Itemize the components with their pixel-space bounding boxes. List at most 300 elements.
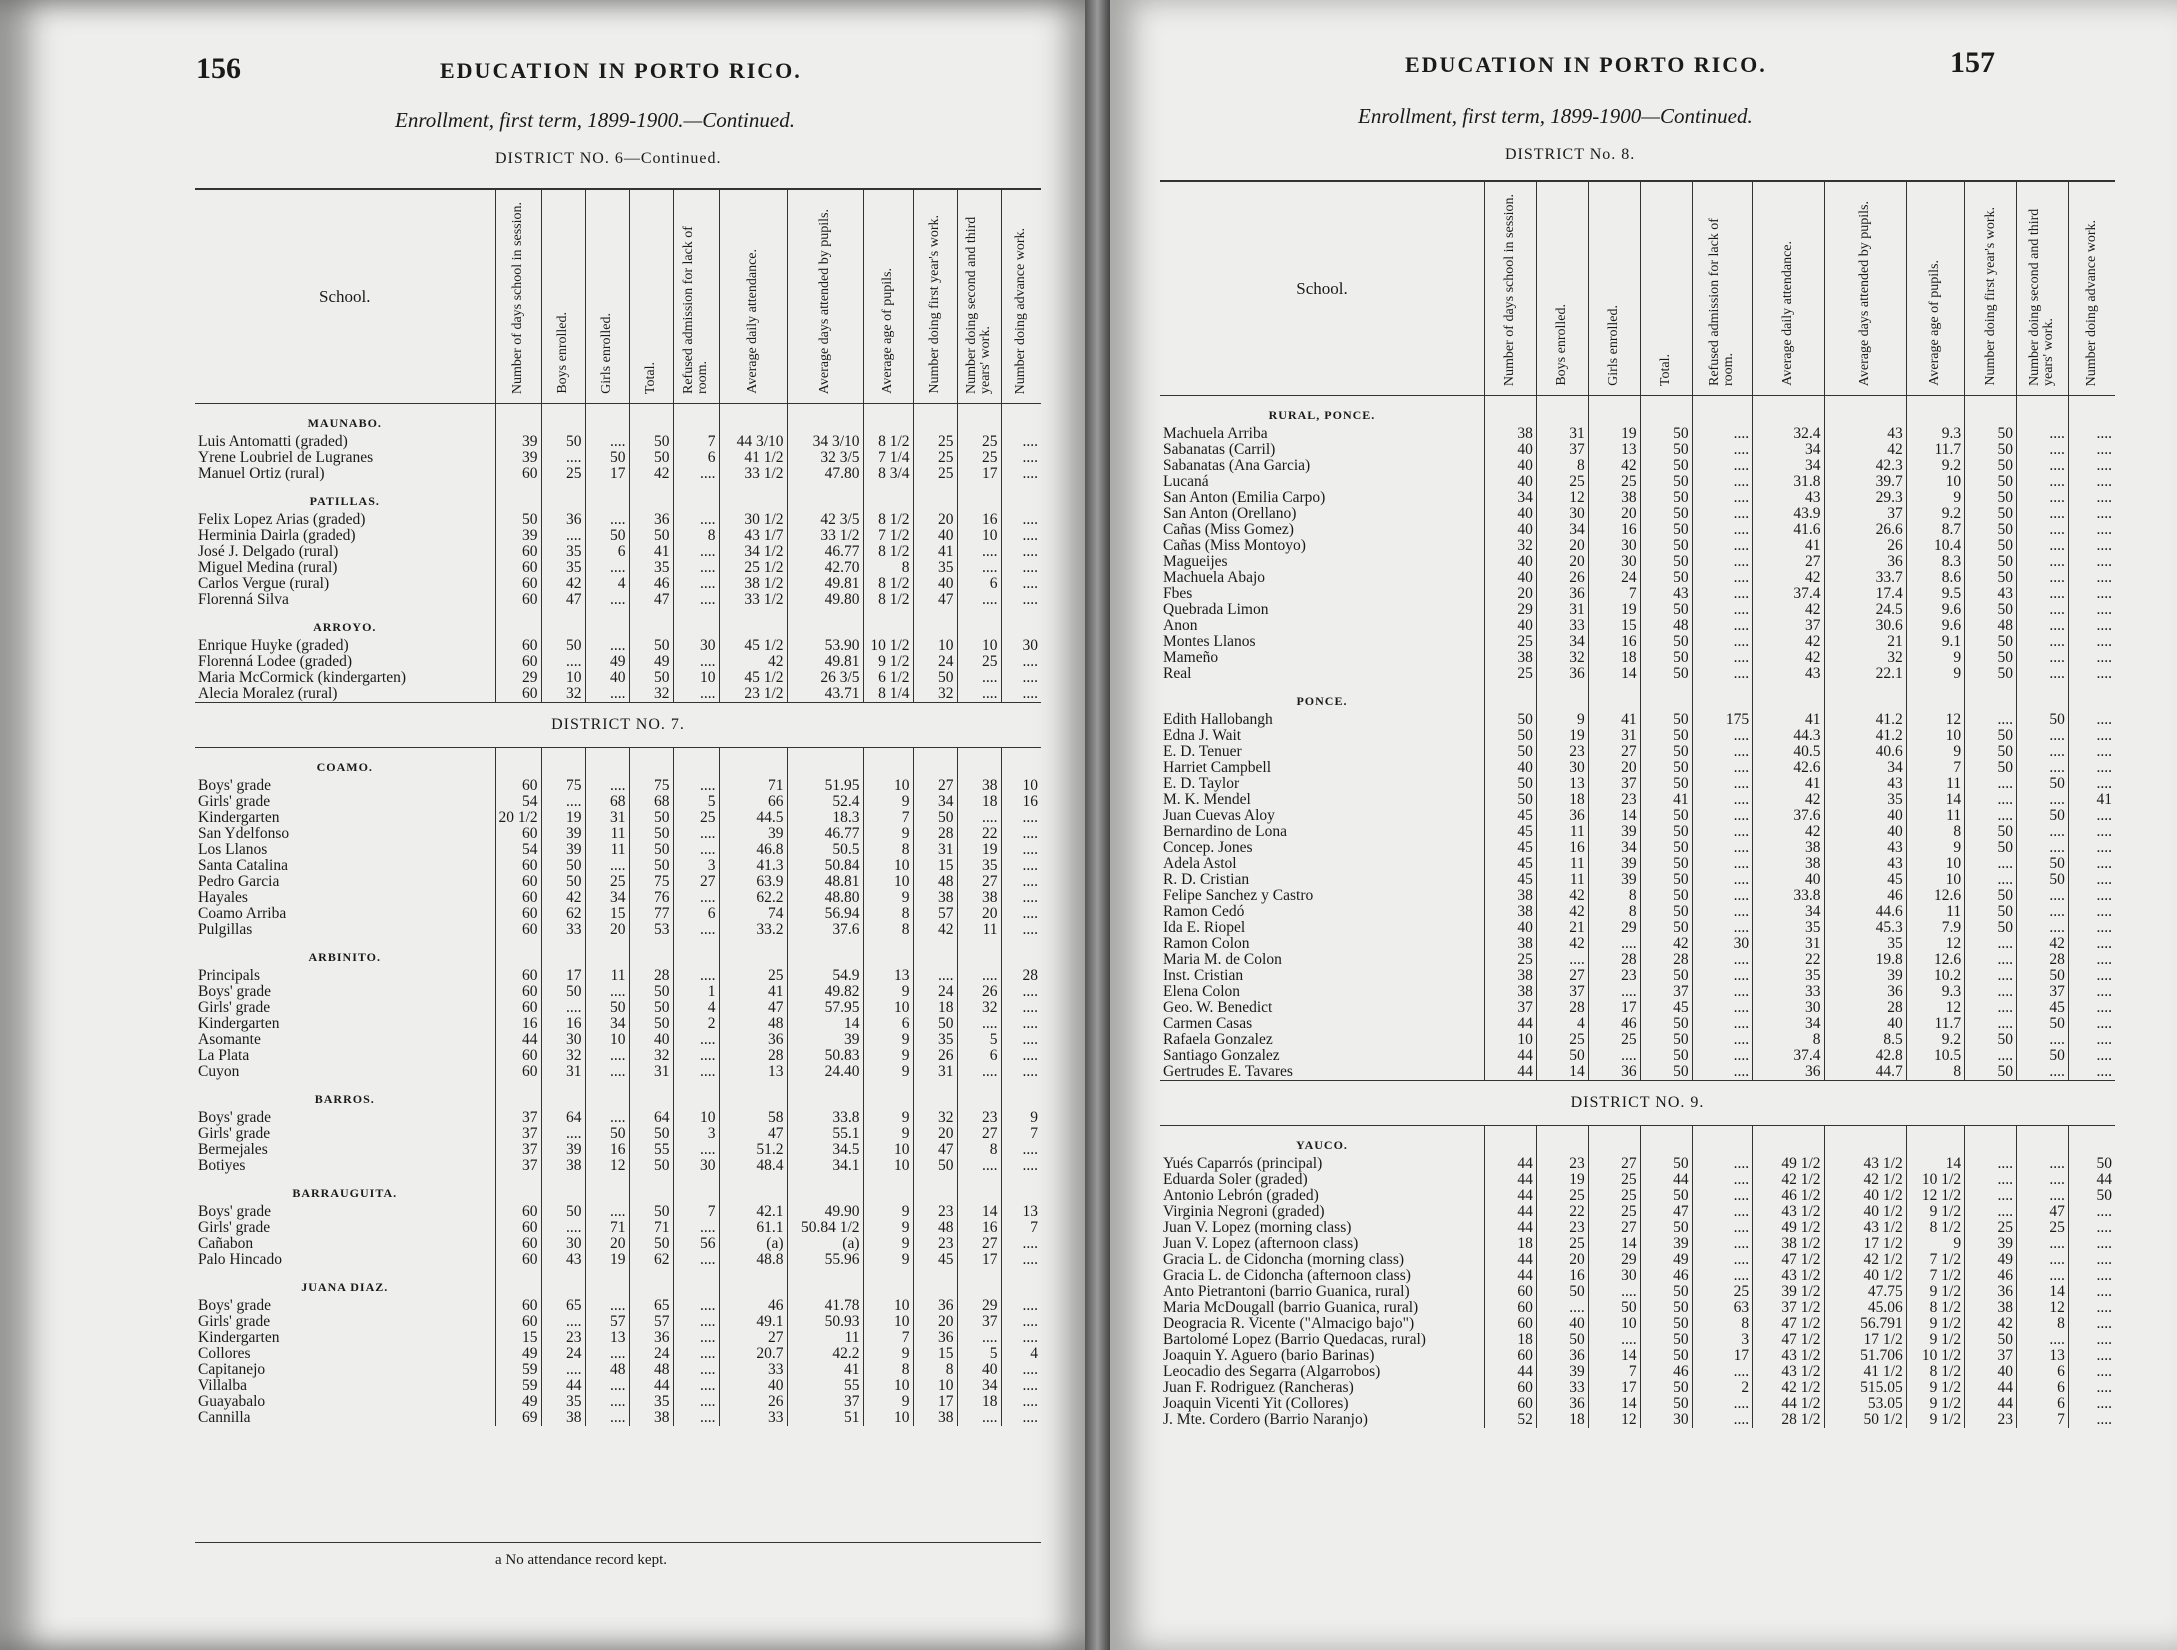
section-heading-row	[1160, 396, 2115, 427]
empty-cell	[787, 1080, 863, 1110]
empty-cell	[719, 608, 787, 638]
value-cell: 65	[541, 1298, 585, 1314]
value-cell: ....	[1001, 1158, 1041, 1174]
value-cell: 22	[1536, 1204, 1588, 1220]
value-cell: ....	[1692, 1252, 1753, 1268]
value-cell: 7	[863, 1330, 913, 1346]
value-cell: ....	[1692, 1236, 1753, 1252]
value-cell: 9	[863, 1032, 913, 1048]
column-header-school: School.	[195, 189, 495, 404]
value-cell: 33	[1536, 618, 1588, 634]
table-row	[1160, 984, 2115, 1000]
value-cell: 6	[673, 906, 719, 922]
district-heading: DISTRICT No. 8.	[1505, 146, 1636, 163]
empty-cell	[1001, 404, 1041, 435]
value-cell: 23	[913, 1236, 957, 1252]
value-cell: 50	[541, 638, 585, 654]
value-cell: 44	[1484, 1188, 1536, 1204]
value-cell: ....	[1001, 1142, 1041, 1158]
value-cell: ....	[1692, 522, 1753, 538]
table-row	[1160, 506, 2115, 522]
table-row	[195, 1110, 1041, 1126]
value-cell: 29	[495, 670, 541, 686]
table-row	[1160, 1156, 2115, 1172]
value-cell: ....	[1001, 528, 1041, 544]
value-cell: 40	[1753, 872, 1824, 888]
value-cell: 65	[629, 1298, 673, 1314]
value-cell: 8	[2017, 1316, 2069, 1332]
empty-cell	[863, 1174, 913, 1204]
value-cell: ....	[673, 1330, 719, 1346]
value-cell: 50	[913, 1158, 957, 1174]
value-cell: 33	[1536, 1380, 1588, 1396]
table-row	[195, 826, 1041, 842]
empty-cell	[1965, 396, 2017, 427]
school-name-cell: Montes Llanos	[1163, 634, 1256, 650]
school-name-cell: Machuela Abajo	[1163, 570, 1266, 586]
value-cell: 38	[957, 778, 1001, 794]
value-cell: 41.3	[719, 858, 787, 874]
table-row	[195, 1142, 1041, 1158]
value-cell: 60	[1484, 1316, 1536, 1332]
table-row	[195, 874, 1041, 890]
value-cell: 50	[1640, 490, 1692, 506]
value-cell: 48.8	[719, 1252, 787, 1268]
value-cell: 54	[495, 794, 541, 810]
value-cell: 60	[495, 1220, 541, 1236]
value-cell: 50	[1640, 1064, 1692, 1081]
value-cell: 28	[1536, 1000, 1588, 1016]
value-cell: 38	[1484, 426, 1536, 442]
value-cell: 43.71	[787, 686, 863, 703]
school-name-cell: José J. Delgado (rural)	[198, 544, 339, 560]
value-cell: 9	[863, 1252, 913, 1268]
value-cell: 8	[863, 560, 913, 576]
value-cell: 38	[957, 890, 1001, 906]
school-name-cell: San Anton (Orellano)	[1163, 506, 1297, 522]
value-cell: 8	[1906, 1064, 1964, 1081]
column-header	[719, 189, 787, 404]
value-cell: ....	[1692, 618, 1753, 634]
value-cell: 46.77	[787, 544, 863, 560]
value-cell: 17	[913, 1394, 957, 1410]
value-cell: 50	[1965, 666, 2017, 682]
value-cell: 10	[863, 1314, 913, 1330]
value-cell: 50	[2017, 968, 2069, 984]
value-cell: 20	[585, 1236, 629, 1252]
table-row	[195, 794, 1041, 810]
empty-cell	[1753, 396, 1824, 427]
value-cell: 50	[1965, 728, 2017, 744]
value-cell: 50	[1640, 1348, 1692, 1364]
value-cell: ....	[2017, 728, 2069, 744]
school-name-cell: Girls' grade	[198, 1220, 271, 1236]
value-cell: 10	[863, 1298, 913, 1314]
column-header-label: Number of days school in session.	[1502, 193, 1518, 386]
column-header-label: Number doing second and third years' work.	[2027, 208, 2057, 386]
table-row	[1160, 744, 2115, 760]
value-cell: ....	[541, 528, 585, 544]
empty-cell	[1001, 938, 1041, 968]
value-cell: ....	[1965, 776, 2017, 792]
table-row	[195, 1394, 1041, 1410]
value-cell: 32	[913, 686, 957, 703]
value-cell: 9.2	[1906, 506, 1964, 522]
value-cell: ....	[585, 592, 629, 608]
value-cell: 50	[585, 450, 629, 466]
value-cell: ....	[2068, 442, 2115, 458]
value-cell: 38	[1753, 840, 1824, 856]
value-cell: 42	[1965, 1316, 2017, 1332]
section-heading: BARROS.	[314, 1092, 375, 1106]
value-cell: 25	[1588, 474, 1640, 490]
column-header	[1965, 181, 2017, 396]
value-cell: 7	[673, 1204, 719, 1220]
table-row	[195, 1252, 1041, 1268]
value-cell: 13	[2017, 1348, 2069, 1364]
value-cell: 10	[913, 1378, 957, 1394]
value-cell: 8	[1906, 824, 1964, 840]
empty-cell	[719, 1268, 787, 1298]
table-row	[195, 778, 1041, 794]
value-cell: 47	[2017, 1204, 2069, 1220]
value-cell: 30 1/2	[719, 512, 787, 528]
school-name-cell: Coamo Arriba	[198, 906, 287, 922]
value-cell: 40	[1484, 522, 1536, 538]
value-cell: ....	[1692, 570, 1753, 586]
value-cell: ....	[2068, 888, 2115, 904]
value-cell: 9	[863, 984, 913, 1000]
value-cell: 40.6	[1824, 744, 1906, 760]
value-cell: 30	[1640, 1412, 1692, 1428]
value-cell: ....	[2068, 1396, 2115, 1412]
value-cell: ....	[1965, 936, 2017, 952]
value-cell: ....	[1692, 824, 1753, 840]
column-header	[863, 189, 913, 404]
empty-cell	[1588, 682, 1640, 712]
value-cell: ....	[1692, 1032, 1753, 1048]
value-cell: 10	[913, 638, 957, 654]
value-cell: 50	[2017, 712, 2069, 728]
empty-cell	[863, 482, 913, 512]
column-header	[1906, 181, 1964, 396]
value-cell: 48	[1965, 618, 2017, 634]
value-cell: 7 1/4	[863, 450, 913, 466]
section-heading-row	[195, 938, 1041, 968]
value-cell: 28	[913, 826, 957, 842]
value-cell: 36	[1824, 554, 1906, 570]
empty-cell	[541, 1080, 585, 1110]
value-cell: 8 1/2	[863, 512, 913, 528]
value-cell: 50	[1640, 840, 1692, 856]
value-cell: 32 3/5	[787, 450, 863, 466]
value-cell: 4	[1536, 1016, 1588, 1032]
table-row	[1160, 618, 2115, 634]
value-cell: 50	[1484, 712, 1536, 728]
table-row	[1160, 968, 2115, 984]
empty-cell	[541, 1174, 585, 1204]
value-cell: ....	[2068, 1412, 2115, 1428]
value-cell: ....	[2017, 1236, 2069, 1252]
value-cell: 34	[1536, 522, 1588, 538]
table-row	[195, 922, 1041, 938]
value-cell: 20	[1588, 760, 1640, 776]
empty-cell	[863, 748, 913, 779]
value-cell: ....	[2068, 1284, 2115, 1300]
value-cell: 47	[629, 592, 673, 608]
value-cell: ....	[585, 1204, 629, 1220]
value-cell: 47.75	[1824, 1284, 1906, 1300]
value-cell: 42 1/2	[1753, 1172, 1824, 1188]
empty-cell	[1906, 682, 1964, 712]
value-cell: ....	[1692, 538, 1753, 554]
value-cell: 36	[1536, 666, 1588, 682]
table-row	[1160, 1204, 2115, 1220]
value-cell: 36	[1965, 1284, 2017, 1300]
school-name-cell: Sabanatas (Ana Garcia)	[1163, 458, 1311, 474]
value-cell: ....	[1692, 602, 1753, 618]
value-cell: 35	[1824, 936, 1906, 952]
value-cell: ....	[673, 654, 719, 670]
value-cell: 19	[1536, 728, 1588, 744]
value-cell: ....	[957, 1016, 1001, 1032]
value-cell: 10.4	[1906, 538, 1964, 554]
value-cell: 60	[495, 466, 541, 482]
value-cell: 17	[1692, 1348, 1753, 1364]
value-cell: 12	[1536, 490, 1588, 506]
value-cell: 17	[957, 1252, 1001, 1268]
value-cell: 10	[863, 1378, 913, 1394]
value-cell: ....	[2017, 570, 2069, 586]
value-cell: 60	[495, 576, 541, 592]
school-name-cell: Gertrudes E. Tavares	[1163, 1064, 1293, 1080]
empty-cell	[957, 482, 1001, 512]
value-cell: 17	[1588, 1380, 1640, 1396]
school-name-cell: Deogracia R. Vicente ("Almacigo bajo")	[1163, 1316, 1415, 1332]
value-cell: 6	[2017, 1380, 2069, 1396]
value-cell: 10	[863, 1000, 913, 1016]
empty-cell	[629, 1080, 673, 1110]
value-cell: 8 1/2	[863, 544, 913, 560]
empty-cell	[863, 404, 913, 435]
table-row	[1160, 554, 2115, 570]
empty-cell	[1536, 1126, 1588, 1157]
value-cell: 44	[1484, 1364, 1536, 1380]
value-cell: 25	[1588, 1032, 1640, 1048]
school-name-cell: Carlos Vergue (rural)	[198, 576, 330, 592]
section-heading: COAMO.	[316, 760, 373, 774]
value-cell: 41 1/2	[1824, 1364, 1906, 1380]
value-cell: ....	[957, 544, 1001, 560]
value-cell: ....	[1001, 560, 1041, 576]
value-cell: 42	[1753, 824, 1824, 840]
value-cell: 40	[1824, 808, 1906, 824]
value-cell: 34	[1824, 760, 1906, 776]
value-cell: ....	[673, 1346, 719, 1362]
value-cell: 35	[1824, 792, 1906, 808]
value-cell: ....	[1588, 1332, 1640, 1348]
value-cell: 50	[1965, 1032, 2017, 1048]
value-cell: ....	[2068, 1332, 2115, 1348]
school-name-cell: Yrene Loubriel de Lugranes	[198, 450, 374, 466]
value-cell: ....	[1965, 808, 2017, 824]
value-cell: ....	[585, 1378, 629, 1394]
value-cell: 18	[913, 1000, 957, 1016]
table-row	[195, 1314, 1041, 1330]
column-header	[541, 189, 585, 404]
value-cell: 41	[629, 544, 673, 560]
value-cell: 26.6	[1824, 522, 1906, 538]
value-cell: ....	[1001, 842, 1041, 858]
value-cell: 9.3	[1906, 426, 1964, 442]
value-cell: 45	[2017, 1000, 2069, 1016]
value-cell: 46	[1640, 1364, 1692, 1380]
empty-cell	[673, 938, 719, 968]
value-cell: 25	[913, 434, 957, 450]
empty-cell	[1536, 396, 1588, 427]
value-cell: 61.1	[719, 1220, 787, 1236]
value-cell: ....	[541, 1126, 585, 1142]
value-cell: ....	[1965, 1048, 2017, 1064]
value-cell: 66	[719, 794, 787, 810]
value-cell: 27	[719, 1330, 787, 1346]
value-cell: 50	[1640, 1380, 1692, 1396]
value-cell: ....	[1001, 654, 1041, 670]
value-cell: 9	[863, 1064, 913, 1080]
value-cell: 17	[541, 968, 585, 984]
value-cell: 57	[913, 906, 957, 922]
value-cell: 25	[957, 434, 1001, 450]
school-name-cell: Enrique Huyke (graded)	[198, 638, 349, 654]
value-cell: 63	[1692, 1300, 1753, 1316]
value-cell: 17	[1588, 1000, 1640, 1016]
value-cell: ....	[1692, 968, 1753, 984]
value-cell: ....	[541, 1362, 585, 1378]
empty-cell	[585, 1268, 629, 1298]
value-cell: 49.81	[787, 576, 863, 592]
table-row	[1160, 1316, 2115, 1332]
value-cell: 44	[1484, 1252, 1536, 1268]
table-row	[1160, 856, 2115, 872]
value-cell: 18	[957, 1394, 1001, 1410]
value-cell: 50	[1965, 426, 2017, 442]
value-cell: 50	[629, 1126, 673, 1142]
value-cell: 60	[495, 654, 541, 670]
value-cell: 36	[1536, 586, 1588, 602]
value-cell: 20	[1536, 554, 1588, 570]
value-cell: 50.84 1/2	[787, 1220, 863, 1236]
value-cell: 12.6	[1906, 952, 1964, 968]
value-cell: 41	[2068, 792, 2115, 808]
value-cell: 36	[1588, 1064, 1640, 1081]
value-cell: 57.95	[787, 1000, 863, 1016]
page-number: 157	[1950, 46, 1995, 79]
value-cell: 50	[913, 670, 957, 686]
value-cell: 10	[1484, 1032, 1536, 1048]
value-cell: ....	[2017, 426, 2069, 442]
district-heading: DISTRICT NO. 6—Continued.	[495, 150, 722, 167]
value-cell: ....	[585, 1394, 629, 1410]
value-cell: 45.3	[1824, 920, 1906, 936]
value-cell: 44	[1484, 1048, 1536, 1064]
value-cell: 6	[957, 1048, 1001, 1064]
value-cell: ....	[2017, 490, 2069, 506]
value-cell: 50.84	[787, 858, 863, 874]
value-cell: 42.70	[787, 560, 863, 576]
value-cell: 33	[719, 1410, 787, 1426]
school-name-cell: Sabanatas (Carril)	[1163, 442, 1276, 458]
value-cell: ....	[673, 544, 719, 560]
value-cell: 50	[1965, 506, 2017, 522]
table-row	[195, 592, 1041, 608]
value-cell: 15	[1588, 618, 1640, 634]
school-name-cell: Gracia L. de Cidoncha (afternoon class)	[1163, 1268, 1411, 1284]
value-cell: 44	[629, 1378, 673, 1394]
value-cell: ....	[1692, 554, 1753, 570]
value-cell: ....	[1001, 1314, 1041, 1330]
table-row	[1160, 538, 2115, 554]
value-cell: 37.4	[1753, 1048, 1824, 1064]
value-cell: 28	[629, 968, 673, 984]
value-cell: 19	[1536, 1172, 1588, 1188]
school-name-cell: Villalba	[198, 1378, 247, 1394]
value-cell: 39	[719, 826, 787, 842]
value-cell: ....	[1001, 1048, 1041, 1064]
value-cell: ....	[1001, 1064, 1041, 1080]
value-cell: 51	[787, 1410, 863, 1426]
value-cell: 36	[1753, 1064, 1824, 1081]
table-row	[195, 466, 1041, 482]
value-cell: ....	[2068, 426, 2115, 442]
value-cell: 45 1/2	[719, 638, 787, 654]
empty-cell	[863, 1080, 913, 1110]
value-cell: 71	[719, 778, 787, 794]
value-cell: ....	[1692, 776, 1753, 792]
value-cell: ....	[1965, 1156, 2017, 1172]
school-name-cell: Boys' grade	[198, 1204, 271, 1220]
value-cell: 50	[1965, 824, 2017, 840]
value-cell: 42.2	[787, 1346, 863, 1362]
school-name-cell: Felix Lopez Arias (graded)	[198, 512, 366, 528]
school-name-cell: Adela Astol	[1163, 856, 1237, 872]
value-cell: 30	[1588, 538, 1640, 554]
value-cell: 11	[1536, 824, 1588, 840]
school-name-cell: Fbes	[1163, 586, 1193, 602]
value-cell: 12	[1906, 936, 1964, 952]
value-cell: 42	[1753, 792, 1824, 808]
value-cell: 10	[863, 778, 913, 794]
value-cell: 26	[957, 984, 1001, 1000]
value-cell: 44 3/10	[719, 434, 787, 450]
value-cell: 44	[541, 1378, 585, 1394]
value-cell: 19.8	[1824, 952, 1906, 968]
value-cell: 19	[1588, 426, 1640, 442]
value-cell: ....	[957, 686, 1001, 703]
column-header	[2068, 181, 2115, 396]
table-row	[1160, 1284, 2115, 1300]
school-name-cell: Mameño	[1163, 650, 1219, 666]
value-cell: 30	[541, 1236, 585, 1252]
value-cell: 50	[1484, 728, 1536, 744]
value-cell: ....	[1001, 1330, 1041, 1346]
empty-cell	[495, 404, 541, 435]
table-row	[1160, 808, 2115, 824]
value-cell: ....	[2068, 920, 2115, 936]
empty-cell	[585, 404, 629, 435]
value-cell: 22	[957, 826, 1001, 842]
value-cell: 32	[541, 686, 585, 703]
value-cell: 6	[957, 576, 1001, 592]
